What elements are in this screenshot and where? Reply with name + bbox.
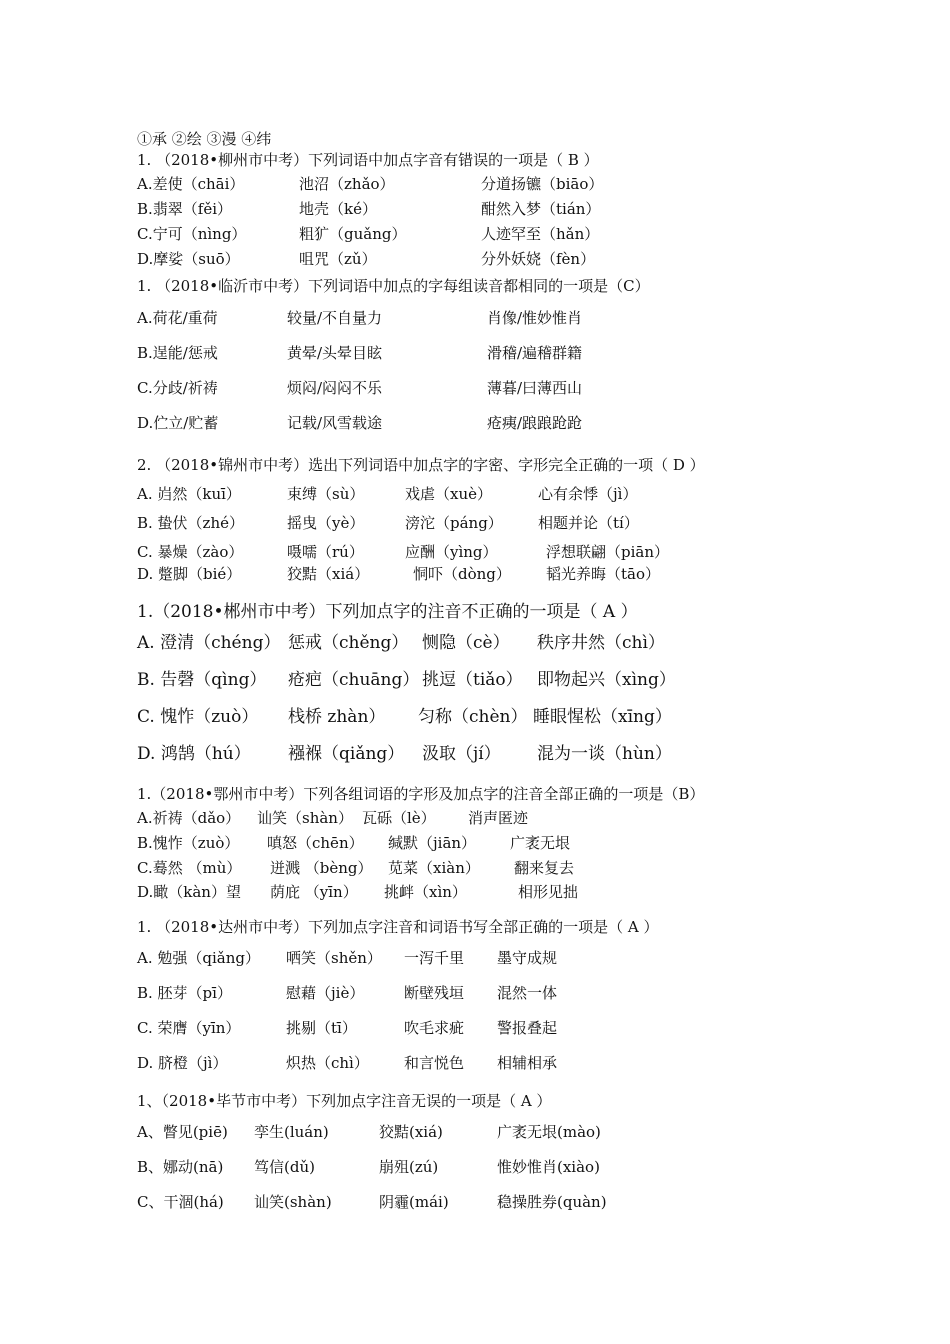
option-item: 警报叠起 bbox=[497, 1019, 558, 1037]
option-item: 睡眼惺松（xīng） bbox=[533, 707, 672, 727]
option-item: 阴霾(mái) bbox=[379, 1193, 449, 1211]
option-item: D.摩娑（suō） bbox=[137, 250, 240, 268]
option-item: 荫庇 （yīn） bbox=[270, 883, 358, 901]
option-item: 相辅相承 bbox=[497, 1054, 558, 1072]
option-row bbox=[137, 343, 937, 363]
option-row bbox=[137, 1157, 937, 1177]
option-item: 相题并论（tí） bbox=[538, 514, 639, 532]
option-row bbox=[137, 484, 937, 504]
option-item: B. 胚芽（pī） bbox=[137, 984, 232, 1002]
option-row bbox=[137, 948, 937, 968]
option-row bbox=[137, 631, 937, 655]
option-item: 摇曳（yè） bbox=[287, 514, 365, 532]
option-row bbox=[137, 249, 937, 269]
option-item: B. 告磬（qìng） bbox=[137, 670, 267, 690]
option-item: 薄暮/曰薄西山 bbox=[487, 379, 583, 397]
option-item: 翻来复去 bbox=[514, 859, 575, 877]
option-item: 慰藉（jiè） bbox=[286, 984, 365, 1002]
option-item: 分外妖娆（fèn） bbox=[481, 250, 596, 268]
option-row bbox=[137, 224, 937, 244]
option-item: 应酬（yìng） bbox=[405, 543, 498, 561]
option-item: 匀称（chèn） bbox=[418, 707, 528, 727]
question-title: 1. （2018•临沂市中考）下列词语中加点的字每组读音都相同的一项是（C） bbox=[137, 277, 650, 295]
option-item: 恻隐（cè） bbox=[422, 633, 510, 653]
option-row bbox=[137, 858, 937, 878]
option-item: 滑稽/遍稽群籍 bbox=[487, 344, 583, 362]
option-item: 恫吓（dòng） bbox=[413, 565, 511, 583]
option-item: B.逞能/惩戒 bbox=[137, 344, 218, 362]
top-line: ①承 ②绘 ③漫 ④纬 bbox=[137, 130, 272, 148]
option-item: 笃信(dǔ) bbox=[254, 1158, 315, 1176]
option-item: A. 澄清（chéng） bbox=[137, 633, 281, 653]
option-item: B、娜动(nā) bbox=[137, 1158, 224, 1176]
option-item: 秩序井然（chì） bbox=[537, 633, 665, 653]
option-item: D. 蹩脚（bié） bbox=[137, 565, 242, 583]
option-item: 黄晕/头晕目眩 bbox=[287, 344, 383, 362]
option-item: 一泻千里 bbox=[404, 949, 465, 967]
option-item: 相形见拙 bbox=[518, 883, 579, 901]
option-item: D.瞰（kàn）望 bbox=[137, 883, 241, 901]
option-item: 广袤无垠 bbox=[510, 834, 571, 852]
option-item: 栈桥 zhàn） bbox=[288, 707, 386, 727]
option-item: 惟妙惟肖(xiào) bbox=[497, 1158, 600, 1176]
option-item: 和言悦色 bbox=[404, 1054, 465, 1072]
option-item: A. 勉强（qiǎng） bbox=[137, 949, 260, 967]
option-item: 烦闷/闷闷不乐 bbox=[287, 379, 383, 397]
option-item: 挑剔（tī） bbox=[286, 1019, 357, 1037]
option-row bbox=[137, 808, 937, 828]
option-item: 消声匿迹 bbox=[468, 809, 529, 827]
option-item: B.愧怍（zuò） bbox=[137, 834, 240, 852]
option-item: D. 鸿鹄（hú） bbox=[137, 744, 251, 764]
option-item: 肖像/惟妙惟肖 bbox=[487, 309, 583, 327]
option-item: C.分歧/祈祷 bbox=[137, 379, 218, 397]
option-item: 记载/风雪载途 bbox=[287, 414, 383, 432]
option-row bbox=[137, 1053, 937, 1073]
option-row bbox=[137, 513, 937, 533]
option-item: D.伫立/贮蓄 bbox=[137, 414, 219, 432]
option-row bbox=[137, 882, 937, 902]
option-item: 汲取（jí） bbox=[422, 744, 501, 764]
question-title: 1、（2018•毕节市中考）下列加点字注音无误的一项是（ A ） bbox=[137, 1092, 552, 1110]
option-item: A.差使（chāi） bbox=[137, 175, 245, 193]
option-item: 狡黠（xiá） bbox=[287, 565, 370, 583]
question-title: 1. （2018•达州市中考）下列加点字注音和词语书写全部正确的一项是（ A ） bbox=[137, 918, 659, 936]
option-item: A.祈祷（dǎo） bbox=[137, 809, 241, 827]
option-item: 断壁残垣 bbox=[404, 984, 465, 1002]
option-item: 讪笑(shàn) bbox=[254, 1193, 332, 1211]
option-row bbox=[137, 1192, 937, 1212]
option-row bbox=[137, 1018, 937, 1038]
option-item: 较量/不自量力 bbox=[287, 309, 383, 327]
option-item: A. 岿然（kuī） bbox=[137, 485, 241, 503]
option-row bbox=[137, 705, 937, 729]
option-item: 滂沱（páng） bbox=[405, 514, 503, 532]
option-item: 瓦砾（lè） bbox=[362, 809, 436, 827]
option-item: 狡黠(xiá) bbox=[379, 1123, 443, 1141]
option-item: 孪生(luán) bbox=[254, 1123, 329, 1141]
option-item: 嗔怒（chēn） bbox=[267, 834, 364, 852]
option-item: 咀咒（zǔ） bbox=[299, 250, 377, 268]
option-row bbox=[137, 308, 937, 328]
option-item: 广袤无垠(mào) bbox=[497, 1123, 601, 1141]
option-row bbox=[137, 174, 937, 194]
option-item: 浮想联翩（piān） bbox=[546, 543, 670, 561]
option-item: 人迹罕至（hǎn） bbox=[481, 225, 600, 243]
option-item: 池沼（zhǎo） bbox=[299, 175, 395, 193]
question-title: 2. （2018•锦州市中考）选出下列词语中加点字的字密、字形完全正确的一项（ D ） bbox=[137, 456, 705, 474]
option-item: 心有余悸（jì） bbox=[538, 485, 638, 503]
option-row bbox=[137, 742, 937, 766]
option-row bbox=[137, 378, 937, 398]
option-item: A、瞥见(piē) bbox=[137, 1123, 228, 1141]
option-item: 戏虐（xuè） bbox=[405, 485, 492, 503]
option-row bbox=[137, 564, 937, 584]
option-item: D. 脐橙（jì） bbox=[137, 1054, 228, 1072]
option-item: 束缚（sù） bbox=[287, 485, 365, 503]
option-row bbox=[137, 413, 937, 433]
option-row bbox=[137, 1122, 937, 1142]
option-row bbox=[137, 668, 937, 692]
question-title: 1. （2018•柳州市中考）下列词语中加点字音有错误的一项是（ B ） bbox=[137, 151, 599, 169]
option-item: 挑衅（xìn） bbox=[384, 883, 467, 901]
option-item: C. 暴燥（zào） bbox=[137, 543, 244, 561]
option-item: C、干涸(há) bbox=[137, 1193, 224, 1211]
option-item: 挑逗（tiǎo） bbox=[422, 670, 523, 690]
option-item: 襁褓（qiǎng） bbox=[288, 744, 405, 764]
option-row bbox=[137, 199, 937, 219]
option-item: 讪笑（shàn） bbox=[257, 809, 353, 827]
option-row bbox=[137, 983, 937, 1003]
option-item: 嗫嚅（rú） bbox=[287, 543, 364, 561]
option-item: 惩戒（chěng） bbox=[288, 633, 409, 653]
option-item: C. 荣膺（yīn） bbox=[137, 1019, 241, 1037]
option-item: C. 愧怍（zuò） bbox=[137, 707, 259, 727]
option-item: 稳操胜券(quàn) bbox=[497, 1193, 607, 1211]
option-item: 吹毛求疵 bbox=[404, 1019, 465, 1037]
option-item: 即物起兴（xìng） bbox=[537, 670, 676, 690]
option-item: 混为一谈（hùn） bbox=[537, 744, 672, 764]
option-item: 炽热（chì） bbox=[286, 1054, 369, 1072]
option-item: 粗犷（guǎng） bbox=[299, 225, 407, 243]
option-item: C.蓦然 （mù） bbox=[137, 859, 242, 877]
option-item: 迸溅 （bèng） bbox=[270, 859, 373, 877]
question-title: 1.（2018•鄂州市中考）下列各组词语的字形及加点字的注音全部正确的一项是（B） bbox=[137, 785, 705, 803]
option-item: 混然一体 bbox=[497, 984, 558, 1002]
option-item: 疮疤（chuāng） bbox=[288, 670, 420, 690]
option-item: A.荷花/重荷 bbox=[137, 309, 218, 327]
option-item: 哂笑（shěn） bbox=[286, 949, 382, 967]
option-item: 地壳（ké） bbox=[299, 200, 377, 218]
option-item: 崩殂(zú) bbox=[379, 1158, 439, 1176]
option-item: 韬光养晦（tāo） bbox=[546, 565, 661, 583]
option-item: 分道扬镳（biāo） bbox=[481, 175, 604, 193]
option-item: 缄默（jiān） bbox=[388, 834, 477, 852]
option-row bbox=[137, 542, 937, 562]
option-item: C.宁可（nìng） bbox=[137, 225, 247, 243]
option-item: 苋菜（xiàn） bbox=[388, 859, 480, 877]
option-item: B.翡翠（fěi） bbox=[137, 200, 233, 218]
question-title: 1.（2018•郴州市中考）下列加点字的注音不正确的一项是（ A ） bbox=[137, 602, 638, 622]
option-item: B. 蛰伏（zhé） bbox=[137, 514, 244, 532]
option-item: 疮痍/踉踉跄跄 bbox=[487, 414, 583, 432]
option-row bbox=[137, 833, 937, 853]
option-item: 酣然入梦（tián） bbox=[481, 200, 601, 218]
option-item: 墨守成规 bbox=[497, 949, 558, 967]
